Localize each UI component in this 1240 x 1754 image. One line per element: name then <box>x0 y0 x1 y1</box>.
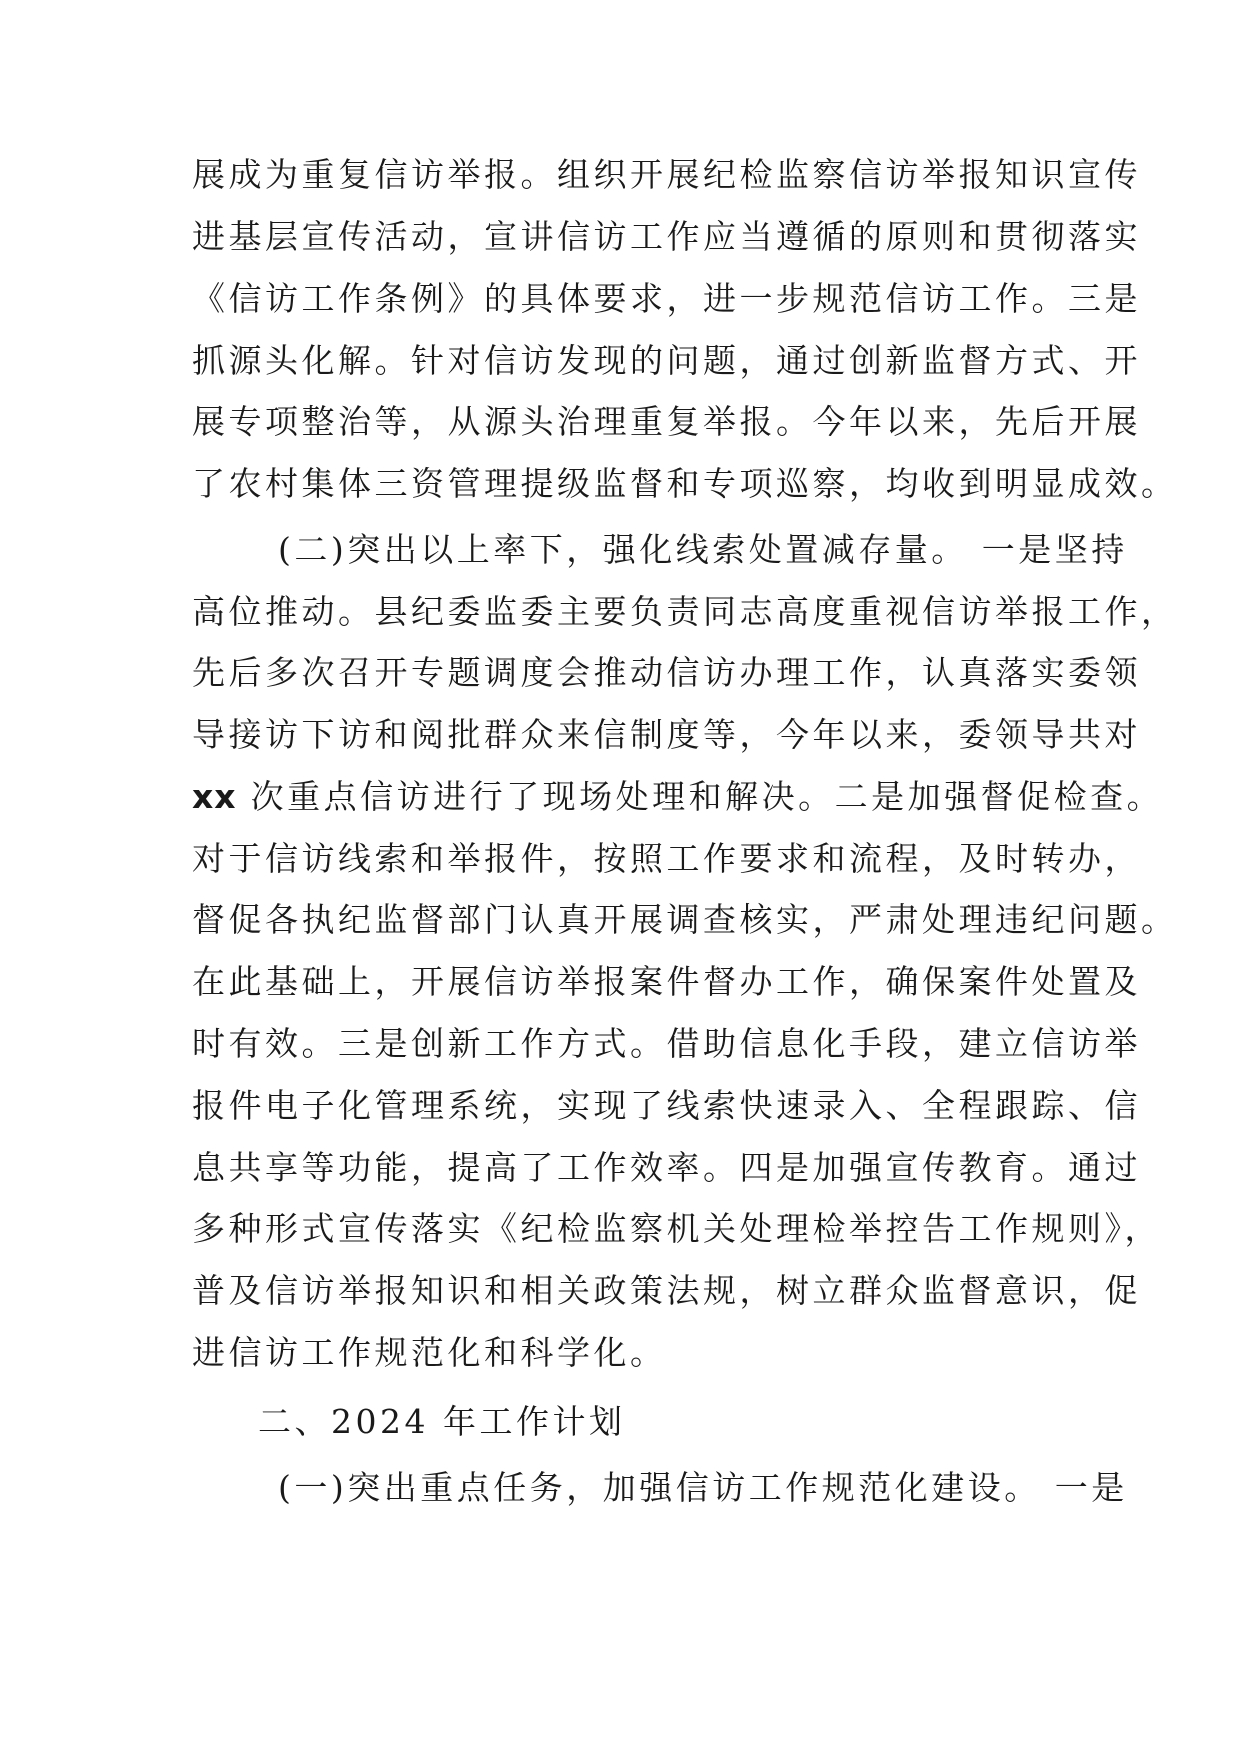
body-text-line: 展专项整治等，从源头治理重复举报。今年以来，先后开展 <box>192 402 1141 441</box>
body-text-line: 在此基础上，开展信访举报案件督办工作，确保案件处置及 <box>192 962 1141 1001</box>
body-text-line: 进信访工作规范化和科学化。 <box>192 1333 667 1372</box>
body-text-line: 导接访下访和阅批群众来信制度等，今年以来，委领导共对 <box>192 715 1141 754</box>
body-text-line: 高位推动。县纪委监委主要负责同志高度重视信访举报工作， <box>192 592 1178 631</box>
body-text-line: 督促各执纪监督部门认真开展调查核实，严肃处理违纪问题。 <box>192 900 1178 939</box>
body-text-line: 多种形式宣传落实《纪检监察机关处理检举控告工作规则》， <box>192 1209 1161 1248</box>
body-text-line: 先后多次召开专题调度会推动信访办理工作，认真落实委领 <box>192 653 1141 692</box>
subsection-heading-line: (一)突出重点任务，加强信访工作规范化建设。 一是 <box>278 1468 1128 1507</box>
body-text-line: 对于信访线索和举报件，按照工作要求和流程，及时转办， <box>192 839 1141 878</box>
placeholder-count: xx <box>192 777 237 816</box>
section-heading: 二、2024 年工作计划 <box>258 1402 626 1441</box>
body-text-line: 时有效。三是创新工作方式。借助信息化手段，建立信访举 <box>192 1024 1141 1063</box>
body-text-line: 《信访工作条例》的具体要求，进一步规范信访工作。三是 <box>192 279 1141 318</box>
body-text-line: 息共享等功能，提高了工作效率。四是加强宣传教育。通过 <box>192 1148 1141 1187</box>
body-text-line: 了农村集体三资管理提级监督和专项巡察，均收到明显成效。 <box>192 464 1178 503</box>
body-text-line: 抓源头化解。针对信访发现的问题，通过创新监督方式、开 <box>192 341 1141 380</box>
body-text-line: 进基层宣传活动，宣讲信访工作应当遵循的原则和贯彻落实 <box>192 217 1141 256</box>
body-text-line <box>192 768 1163 826</box>
body-text-line: 展成为重复信访举报。组织开展纪检监察信访举报知识宣传 <box>192 155 1141 194</box>
body-text-fragment: 次重点信访进行了现场处理和解决。二是加强督促检查。 <box>236 777 1164 816</box>
body-text-line: 报件电子化管理系统，实现了线索快速录入、全程跟踪、信 <box>192 1086 1141 1125</box>
body-text-line: 普及信访举报知识和相关政策法规，树立群众监督意识，促 <box>192 1271 1141 1310</box>
section-heading-line: (二)突出以上率下，强化线索处置减存量。 一是坚持 <box>278 530 1128 569</box>
